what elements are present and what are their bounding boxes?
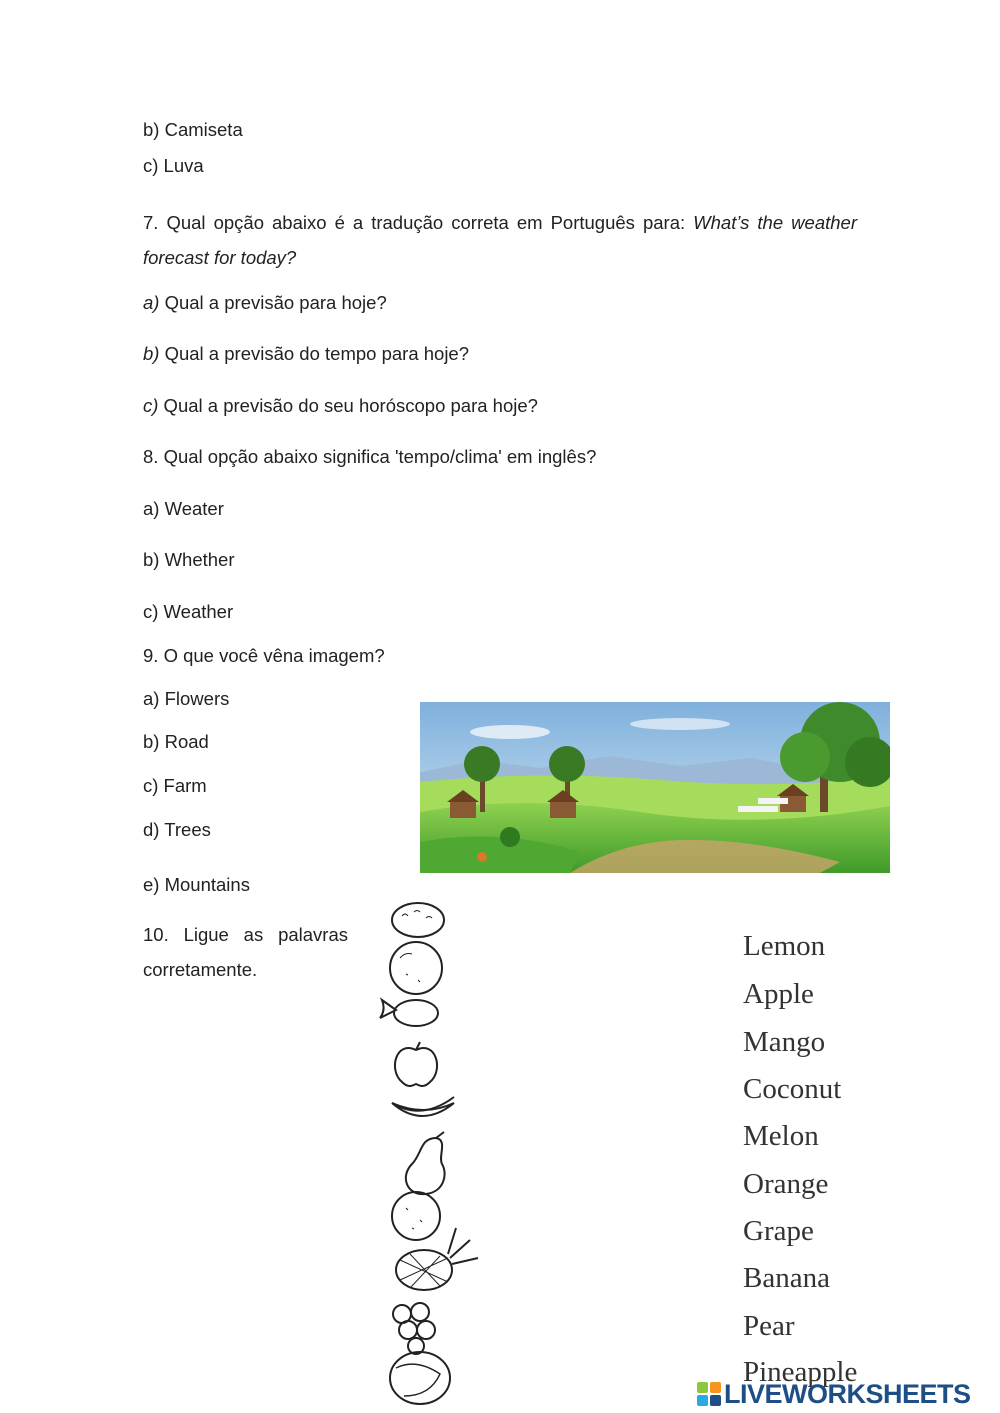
option-text: Qual a previsão do tempo para hoje? (159, 343, 470, 364)
question-9-option-a[interactable]: a) Flowers (143, 688, 230, 709)
question-7-english-phrase: What’s the weather forecast for today? (143, 212, 857, 268)
question-7-option-b[interactable] (143, 343, 469, 365)
word-orange[interactable]: Orange (743, 1168, 829, 1200)
option-text: Qual a previsão do seu horóscopo para hoje? (158, 395, 538, 416)
liveworksheets-brand-text: LIVEWORKSHEETS (724, 1378, 971, 1409)
option-text: Qual a previsão para hoje? (159, 292, 387, 313)
question-9-option-c[interactable]: c) Farm (143, 775, 207, 796)
apple-icon (395, 1042, 437, 1086)
question-8-option-c[interactable]: c) Weather (143, 601, 234, 622)
question-8-option-a[interactable]: a) Weater (143, 498, 224, 519)
word-lemon[interactable]: Lemon (743, 930, 826, 962)
question-9-prompt: 9. O que você vêna imagem? (143, 645, 385, 666)
banana-icon (392, 1097, 454, 1116)
liveworksheets-logo (697, 1377, 971, 1411)
grape-icon (393, 1303, 435, 1354)
word-banana[interactable]: Banana (743, 1262, 830, 1294)
pear-icon (406, 1132, 445, 1194)
pineapple-icon (396, 1228, 478, 1290)
option-camiseta: b) Camiseta (143, 119, 243, 140)
melon-icon (390, 1352, 450, 1404)
question-8-option-b[interactable]: b) Whether (143, 549, 235, 570)
mango-icon (380, 1000, 438, 1026)
word-pear[interactable]: Pear (743, 1310, 795, 1342)
option-letter: a) (143, 292, 160, 313)
word-mango[interactable]: Mango (743, 1026, 826, 1058)
question-10-prompt: 10. Ligue as palavras corretamente. (143, 924, 348, 980)
word-grape[interactable]: Grape (743, 1215, 814, 1247)
option-letter: c) (143, 395, 159, 416)
liveworksheets-logo-icon (697, 1382, 721, 1406)
question-7-text: 7. Qual opção abaixo é a tradução correta em Português para: (143, 212, 694, 233)
question-7-option-c[interactable] (143, 395, 538, 417)
word-melon[interactable]: Melon (743, 1120, 819, 1152)
word-apple[interactable]: Apple (743, 978, 814, 1010)
question-7-prompt (143, 205, 857, 275)
question-8-prompt: 8. Qual opção abaixo significa 'tempo/clima' em inglês? (143, 446, 597, 467)
option-luva: c) Luva (143, 155, 204, 176)
question-9-option-b[interactable]: b) Road (143, 731, 209, 752)
orange-icon (390, 942, 442, 994)
option-letter: b) (143, 343, 160, 364)
farm-landscape-image (420, 702, 890, 873)
word-coconut[interactable]: Coconut (743, 1073, 842, 1105)
question-9-option-e[interactable]: e) Mountains (143, 874, 250, 895)
fruit-drawings (378, 898, 488, 1408)
orange-icon (392, 1192, 440, 1240)
lemon-icon (392, 903, 444, 937)
question-9-option-d[interactable]: d) Trees (143, 819, 211, 840)
word-pineapple[interactable]: Pineapple (743, 1356, 858, 1388)
question-7-option-a[interactable] (143, 292, 387, 314)
